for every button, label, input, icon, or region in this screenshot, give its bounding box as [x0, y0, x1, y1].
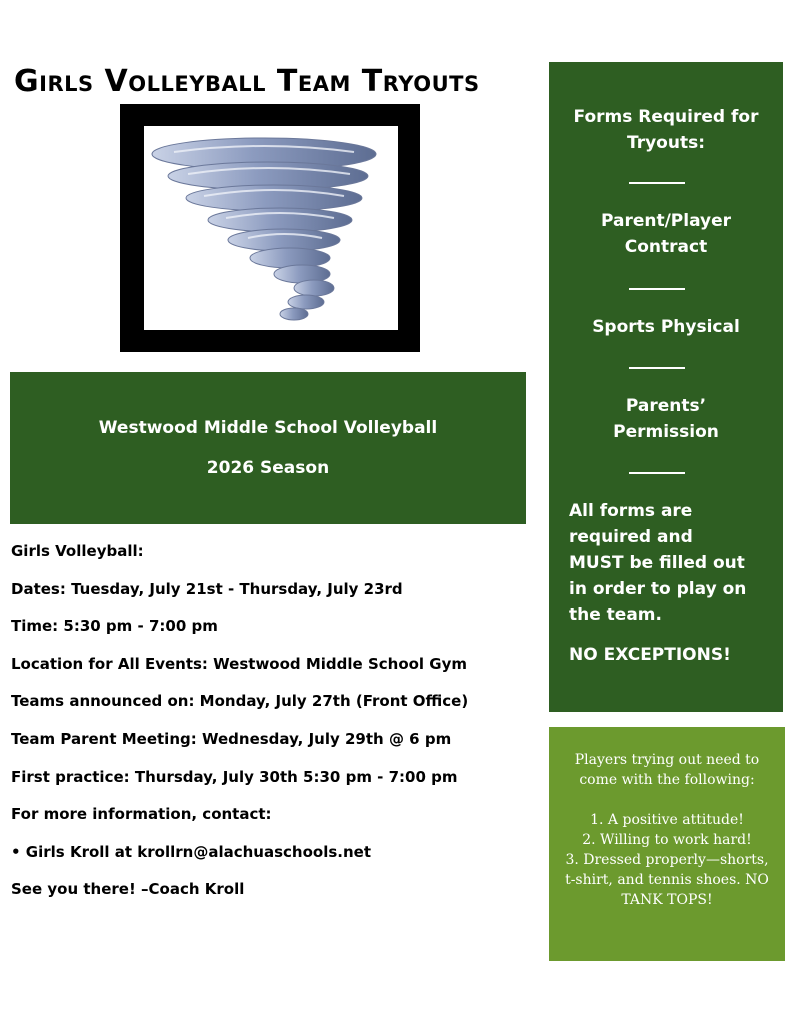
forms-note-line4: in order to play on [569, 579, 747, 599]
forms-note-line5: the team. [569, 605, 662, 625]
divider [629, 182, 685, 184]
divider [629, 367, 685, 369]
details-contact-heading: For more information, contact: [11, 805, 272, 824]
details-time: Time: 5:30 pm - 7:00 pm [11, 617, 218, 636]
players-item-attitude: 1. A positive attitude! [590, 812, 744, 828]
banner-school-name: Westwood Middle School Volleyball [98, 418, 438, 438]
players-intro-line2: come with the following: [579, 772, 755, 788]
form-item-physical: Sports Physical [592, 317, 740, 337]
divider [629, 472, 685, 474]
forms-heading-line2: Tryouts: [626, 133, 706, 153]
forms-note-line2: required and [569, 527, 693, 547]
form-item-contract-line2: Contract [624, 237, 708, 257]
tornado-image-frame [120, 104, 420, 352]
no-exceptions-text: NO EXCEPTIONS! [569, 645, 731, 665]
players-item-work-hard: 2. Willing to work hard! [582, 832, 752, 848]
players-item-dress-line3: TANK TOPS! [621, 892, 713, 908]
banner-season: 2026 Season [206, 458, 330, 478]
players-intro-line1: Players trying out need to [574, 752, 760, 768]
details-first-practice: First practice: Thursday, July 30th 5:30 pm - 7:00 pm [11, 767, 458, 786]
forms-note-line3: MUST be filled out [569, 553, 745, 573]
details-heading: Girls Volleyball: [11, 542, 144, 560]
players-item-dress-line2: t-shirt, and tennis shoes. NO [565, 872, 769, 888]
details-location: Location for All Events: Westwood Middle School Gym [11, 654, 468, 673]
details-dates: Dates: Tuesday, July 21st - Thursday, July 23rd [11, 579, 403, 598]
page-title: Girls Volleyball Team Tryouts [14, 64, 480, 99]
tornado-icon [144, 126, 398, 330]
form-item-contract-line1: Parent/Player [600, 211, 732, 231]
form-item-permission-line1: Parents’ [625, 396, 707, 416]
form-item-permission-line2: Permission [613, 422, 719, 442]
forms-note-line1: All forms are [569, 501, 693, 521]
players-item-dress-line1: 3. Dressed properly—shorts, [565, 852, 769, 868]
players-bring-box [549, 727, 785, 961]
details-parent-meeting: Team Parent Meeting: Wednesday, July 29th @ 6 pm [11, 729, 452, 748]
season-banner [10, 372, 526, 524]
details-contact-email: • Girls Kroll at krollrn@alachuaschools.net [11, 842, 371, 861]
forms-heading-line1: Forms Required for [573, 107, 759, 127]
divider [629, 288, 685, 290]
details-signoff: See you there! –Coach Kroll [11, 880, 245, 899]
forms-required-box [549, 62, 783, 712]
details-teams-announced: Teams announced on: Monday, July 27th (Front Office) [11, 692, 469, 711]
tryout-details [11, 540, 531, 916]
